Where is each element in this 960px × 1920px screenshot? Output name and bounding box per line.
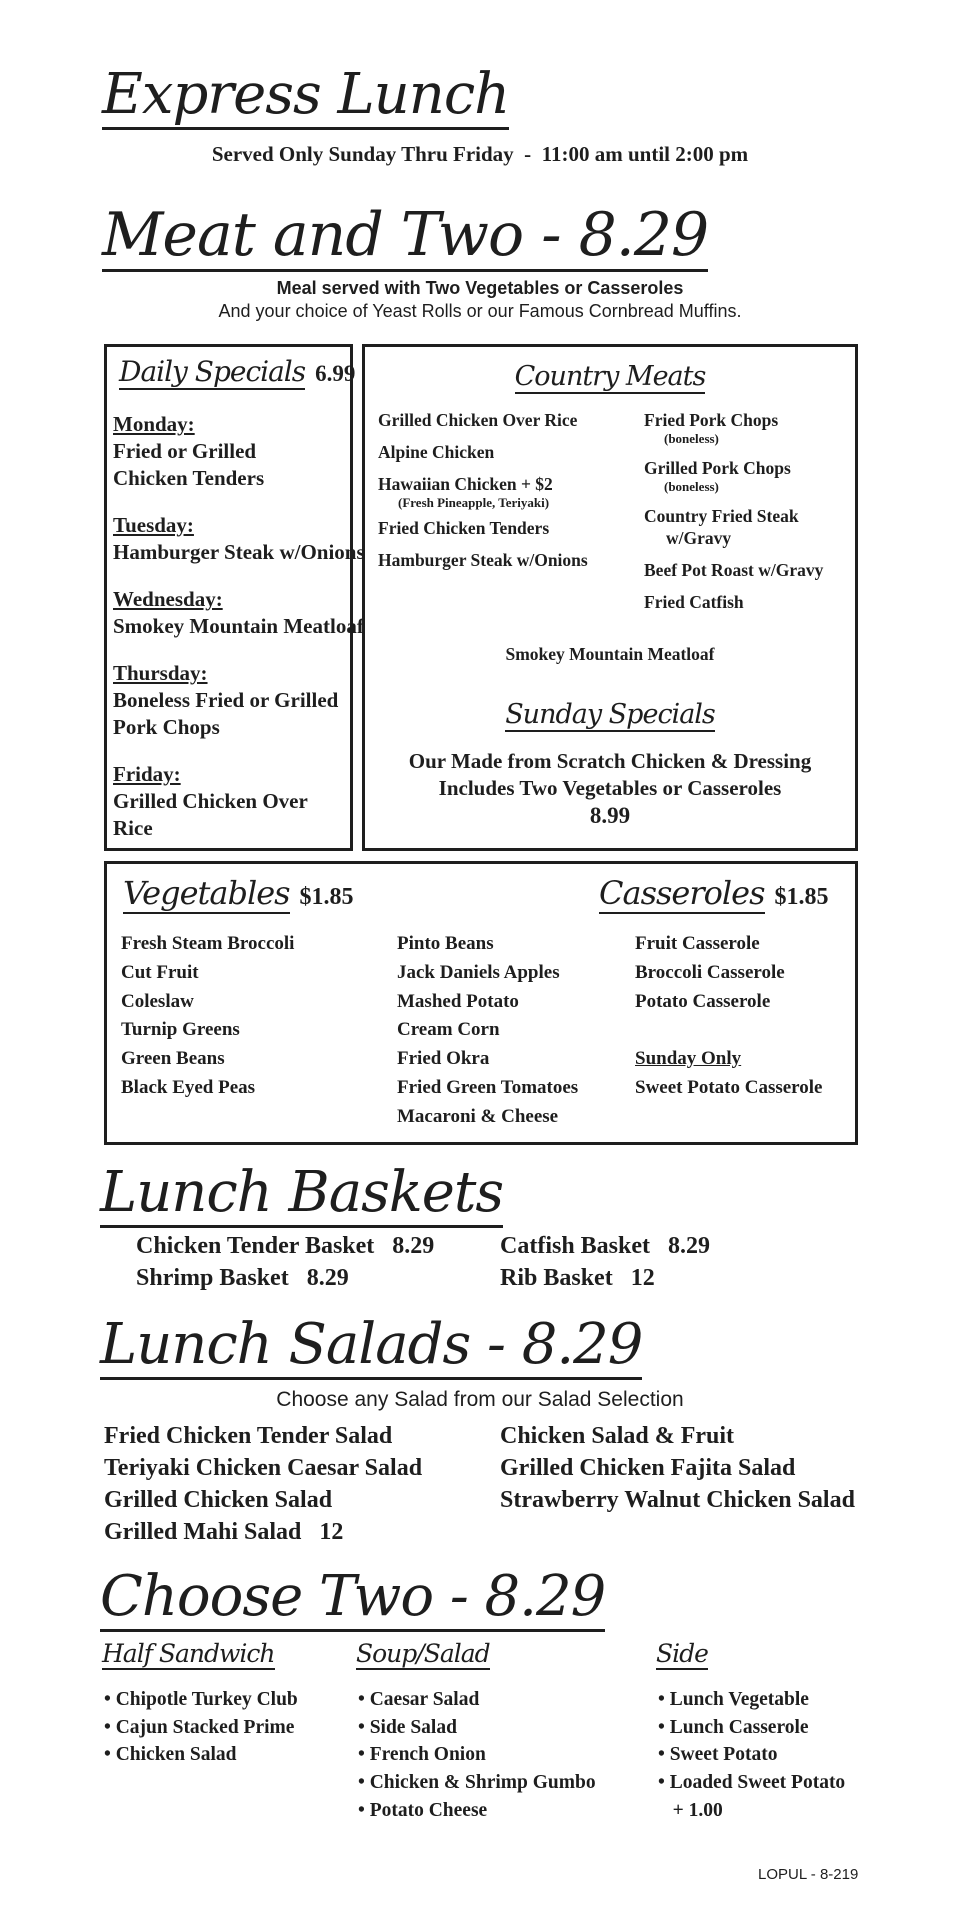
vegetable-item: Cut Fruit (121, 961, 199, 983)
choose-two-title: Choose Two - 8.29 (100, 1568, 605, 1632)
casseroles-title: Casseroles (599, 874, 765, 912)
meat-item: Country Fried Steak (644, 506, 799, 526)
country-meats-title: Country Meats (514, 361, 706, 392)
day-label: Thursday: (113, 661, 208, 685)
footer-code: LOPUL - 8-219 (758, 1866, 859, 1883)
side-title: Side (656, 1639, 708, 1668)
salads-left (104, 1420, 422, 1548)
meat-item: Grilled Pork Chops (644, 458, 791, 478)
daily-specials-price: 6.99 (315, 361, 356, 386)
daily-specials-list (113, 411, 365, 842)
salads-right (500, 1420, 855, 1516)
list-item: • Potato Cheese (358, 1799, 488, 1821)
casserole-item: Broccoli Casserole (635, 961, 785, 983)
country-meats-right (644, 409, 823, 613)
vegetables-price: $1.85 (299, 884, 354, 910)
salad-item: Strawberry Walnut Chicken Salad (500, 1487, 855, 1513)
lunch-salads-subtitle: Choose any Salad from our Salad Selection (276, 1388, 684, 1411)
basket-shrimp: Shrimp Basket 8.29 (136, 1265, 349, 1291)
day-item: Fried or Grilled (113, 439, 257, 463)
day-item: Chicken Tenders (113, 466, 265, 490)
daily-specials-title: Daily Specials (119, 355, 306, 388)
vegetables-title: Vegetables (123, 874, 290, 912)
meat-item: Hawaiian Chicken + $2 (378, 474, 553, 494)
list-item: • Side Salad (358, 1716, 457, 1738)
half-sandwich-list (104, 1686, 298, 1769)
meat-note: (Fresh Pineapple, Teriyaki) (398, 495, 550, 510)
day-label: Friday: (113, 762, 181, 786)
day-item: Smokey Mountain Meatloaf (113, 614, 364, 638)
salad-item: Grilled Mahi Salad 12 (104, 1519, 344, 1545)
meat-note: (boneless) (664, 479, 719, 494)
sunday-specials-line1: Our Made from Scratch Chicken & Dressing (408, 749, 812, 773)
vegetable-item: Green Beans (121, 1048, 225, 1070)
list-item: + 1.00 (658, 1799, 723, 1821)
country-meats-left (378, 409, 588, 571)
lunch-salads-title: Lunch Salads - 8.29 (100, 1316, 642, 1380)
vegetables-col2 (397, 930, 578, 1132)
casserole-item: Fruit Casserole (635, 933, 760, 954)
basket-rib: Rib Basket 12 (500, 1265, 655, 1291)
express-lunch-hours: Served Only Sunday Thru Friday - 11:00 am until 2:00 pm (211, 142, 749, 166)
day-label: Wednesday: (113, 587, 223, 611)
vegetable-item: Cream Corn (397, 1019, 500, 1041)
list-item: • French Onion (358, 1744, 486, 1766)
list-item: • Chicken Salad (104, 1744, 237, 1766)
meat-item-meatloaf: Smokey Mountain Meatloaf (505, 644, 715, 664)
vegetable-item: Fried Okra (397, 1048, 490, 1070)
country-meats-box (362, 344, 858, 851)
vegetable-item: Macaroni & Cheese (397, 1105, 559, 1127)
salad-item: Grilled Chicken Salad (104, 1487, 333, 1513)
lunch-baskets-title: Lunch Baskets (100, 1164, 503, 1228)
list-item: • Chicken & Shrimp Gumbo (358, 1772, 596, 1794)
day-label: Monday: (113, 412, 195, 436)
meat-and-two-line1: Meal served with Two Vegetables or Casseroles (276, 278, 684, 298)
day-item: Grilled Chicken Over (113, 789, 308, 813)
sunday-specials-line2: Includes Two Vegetables or Casseroles (438, 776, 782, 800)
express-lunch-title: Express Lunch (102, 66, 509, 130)
basket-chicken-tender: Chicken Tender Basket 8.29 (136, 1233, 435, 1259)
meat-and-two-line2: And your choice of Yeast Rolls or our Famous Cornbread Muffins. (218, 301, 742, 321)
meat-note: w/Gravy (666, 528, 732, 548)
list-item: • Lunch Vegetable (658, 1689, 809, 1710)
meat-note: (boneless) (664, 431, 719, 446)
list-item: • Sweet Potato (658, 1744, 778, 1766)
casserole-item: Sweet Potato Casserole (635, 1076, 823, 1098)
side-list (658, 1686, 845, 1825)
vegetables-casseroles-box (104, 861, 858, 1145)
vegetable-item: Fresh Steam Broccoli (121, 933, 295, 954)
salad-item: Teriyaki Chicken Caesar Salad (104, 1455, 423, 1481)
meat-and-two-title: Meat and Two - 8.29 (102, 200, 709, 270)
day-item: Hamburger Steak w/Onions (113, 540, 365, 564)
sunday-specials-title: Sunday Specials (505, 699, 715, 730)
vegetable-item: Fried Green Tomatoes (397, 1076, 579, 1098)
vegetable-item: Turnip Greens (121, 1019, 240, 1041)
meat-item: Fried Chicken Tenders (378, 518, 550, 538)
meat-item: Fried Pork Chops (644, 410, 779, 430)
meat-item: Fried Catfish (644, 592, 744, 612)
meat-item: Beef Pot Roast w/Gravy (644, 560, 824, 580)
meat-item: Grilled Chicken Over Rice (378, 410, 578, 430)
casseroles-price: $1.85 (774, 884, 829, 910)
vegetable-item: Mashed Potato (397, 990, 519, 1012)
list-item: • Chipotle Turkey Club (104, 1689, 298, 1710)
vegetable-item: Pinto Beans (397, 933, 494, 954)
casserole-item: Potato Casserole (635, 990, 771, 1012)
half-sandwich-title: Half Sandwich (102, 1639, 275, 1668)
vegetable-item: Jack Daniels Apples (397, 961, 560, 983)
day-item: Rice (113, 816, 153, 840)
vegetable-item: Coleslaw (121, 990, 194, 1012)
salad-item: Grilled Chicken Fajita Salad (500, 1455, 796, 1481)
vegetables-col1 (121, 930, 294, 1103)
basket-catfish: Catfish Basket 8.29 (500, 1233, 711, 1259)
day-label: Tuesday: (113, 513, 194, 537)
day-item: Boneless Fried or Grilled (113, 688, 339, 712)
list-item: • Cajun Stacked Prime (104, 1716, 295, 1738)
soup-salad-title: Soup/Salad (356, 1639, 490, 1668)
sunday-only-label: Sunday Only (635, 1048, 742, 1070)
soup-salad-list (358, 1686, 596, 1825)
casseroles-col (635, 930, 823, 1103)
day-item: Pork Chops (113, 715, 220, 739)
daily-specials-box (104, 344, 365, 851)
list-item: • Lunch Casserole (658, 1716, 809, 1738)
salad-item: Chicken Salad & Fruit (500, 1423, 735, 1449)
list-item: • Caesar Salad (358, 1689, 480, 1710)
vegetable-item: Black Eyed Peas (121, 1076, 256, 1098)
sunday-specials-price: 8.99 (589, 803, 631, 828)
salad-item: Fried Chicken Tender Salad (104, 1423, 393, 1449)
meat-item: Alpine Chicken (378, 442, 495, 462)
meat-item: Hamburger Steak w/Onions (378, 550, 588, 570)
list-item: • Loaded Sweet Potato (658, 1772, 846, 1794)
